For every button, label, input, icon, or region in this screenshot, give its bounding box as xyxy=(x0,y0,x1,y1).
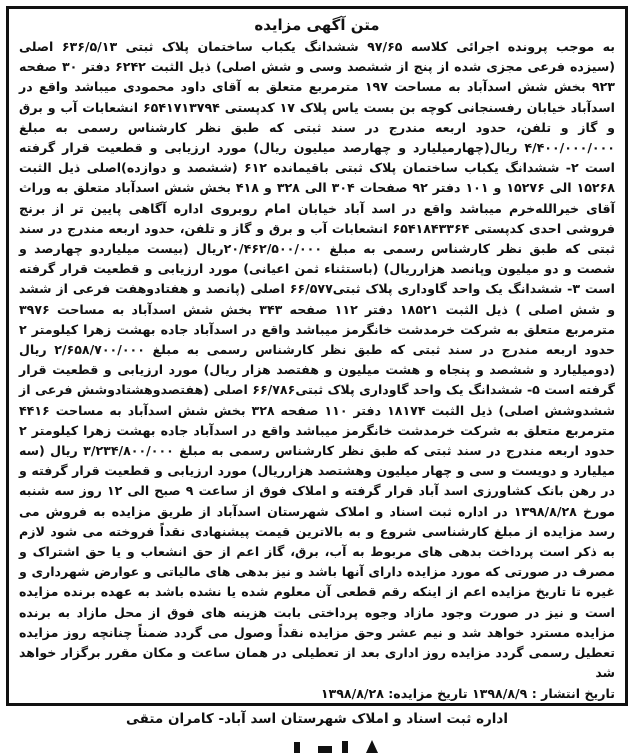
notice-body: به موجب پرونده اجرائی کلاسه ۹۷/۶۵ ششدانگ یکباب ساختمان پلاک ثبتی ۶۳۶/۵/۱۳ اصلی (سیزده فرعی مجزی شده از پنج از ششصد وسی و شش اصلی) ذیل الثبت ۶۲۴۲ دفتر ۳۰ صفحه ۹۲۳ بخش شش اسدآباد به مساحت ۱۹۷ مترمربع متعلق به آقای داود محمودی میباشد واقع در اسدآباد خیابان رفسنجانی کوچه بن بست یاس پلاک ۱۷ کدپستی ۶۵۴۱۷۱۳۷۹۴ انشعابات آب و برق و گاز و تلفن، حدود اربعه مندرج در سند ثبتی که طبق نظر کارشناس رسمی به مبلغ ۴/۴۰۰/۰۰۰/۰۰۰ ریال(چهارمیلیارد و چهارصد میلیون ریال) مورد ارزیابی و قطعیت قرار گرفته است ۲- ششدانگ یکباب ساختمان پلاک ثبتی باقیمانده ۶۱۲ (ششصد و دوازده)اصلی ذیل الثبت ۱۵۲۶۸ الی ۱۵۲۷۶ و ۱۰۱ دفتر ۹۲ صفحات ۳۰۴ الی ۳۲۸ و ۴۱۸ بخش شش اسدآباد متعلق به وراث آقای خیرالله‌خرم میباشد واقع در اسد آباد خیابان امام روبروی اداره آگاهی پایین تر از برنج فروشی احدی کدپستی ۶۵۴۱۸۴۳۳۶۴ انشعابات آب و برق و گاز و تلفن، حدود اربعه مندرج در سند ثبتی که طبق نظر کارشناس رسمی به مبلغ ۲۰/۴۶۲/۵۰۰/۰۰۰ریال (بیست میلیاردو چهارصد و شصت و دو میلیون وپانصد هزارریال) (باستثناء ثمن اعیانی) مورد ارزیابی و قطعیت قرار گرفته است ۳- ششدانگ یک واحد گاوداری پلاک ثبتی۶۶/۵۷۷ اصلی (پانصد و هفتادوهفت فرعی از ششد و شش اصلی ) ذیل الثبت ۱۸۵۲۱ دفتر ۱۱۲ صفحه ۳۴۳ بخش شش اسدآباد به مساحت ۳۹۷۶ مترمربع متعلق به شرکت خرمدشت خانگرمز میباشد واقع در اسدآباد جاده بهشت زهرا کیلومتر ۲ حدود اربعه مندرج در سند ثبتی که طبق نظر کارشناس رسمی به مبلغ ۲/۶۵۸/۷۰۰/۰۰۰ ریال (دومیلیارد و ششصد و پنجاه و هشت میلیون و هفتصد هزار ریال) مورد ارزیابی و قطعیت قرار گرفته است ۵- ششدانگ یک واحد گاوداری پلاک ثبتی۶۶/۷۸۶ اصلی (هفتصدوهشتادوشش فرعی از ششدوشش اصلی) ذیل الثبت ۱۸۱۷۴ دفتر ۱۱۰ صفحه ۳۲۸ بخش شش اسدآباد به مساحت ۴۴۱۶ مترمربع متعلق به شرکت خرمدشت خانگرمز میباشد واقع در اسدآباد جاده بهشت زهرا کیلومتر ۲ حدود اربعه مندرج در سند ثبتی که طبق نظر کارشناس رسمی به مبلغ ۳/۲۳۴/۸۰۰/۰۰۰ ریال (سه میلیارد و دویست و سی و چهار میلیون وهشتصد هزارریال) مورد ارزیابی و قطعیت قرار گرفته و در رهن بانک کشاورزی اسد آباد قرار گرفته و املاک فوق از ساعت ۹ صبح الی ۱۲ روز سه شنبه مورخ ۱۳۹۸/۸/۲۸ در اداره ثبت اسناد و املاک شهرستان اسدآباد از طریق مزایده به فروش می رسد مزایده از مبلغ کارشناسی شروع و به بالاترین قیمت پیشنهادی نقداً فروخته می شود لازم به ذکر است پرداخت بدهی های مربوط به آب، برق، گاز اعم از حق انشعاب و یا حق اشتراک و مصرف در صورتی که مورد مزایده دارای آنها باشد و نیز بدهی های مالیاتی و عوارض شهرداری و غیره تا تاریخ مزایده اعم از اینکه رقم قطعی آن معلوم شده یا نشده باشد به عهده برنده مزایده است و نیز در صورت وجود مازاد وجوه پرداختی بابت هزینه های فوق از محل مازاد به برنده مزایده مسترد خواهد شد و نیم عشر وحق مزایده نقداً وصول می گردد ضمناً چنانچه روز مزایده تعطیل رسمی گردد مزایده روز اداری بعد از تعطیلی در همان ساعت و مکان مقرر برگزار خواهد شد xyxy=(19,39,616,681)
notice-title: متن آگهی مزایده xyxy=(254,16,380,34)
issuer-signature: اداره ثبت اسناد و املاک شهرستان اسد آباد- کامران متقی xyxy=(126,710,508,727)
notice-frame xyxy=(6,6,628,727)
publication-dates: تاریخ انتشار : ۱۳۹۸/۸/۹ تاریخ مزایده: ۱۳۹۸/۸/۲۸ xyxy=(320,685,615,701)
cropped-number-fragment xyxy=(280,738,400,753)
cropped-number-glyphs xyxy=(280,738,400,753)
